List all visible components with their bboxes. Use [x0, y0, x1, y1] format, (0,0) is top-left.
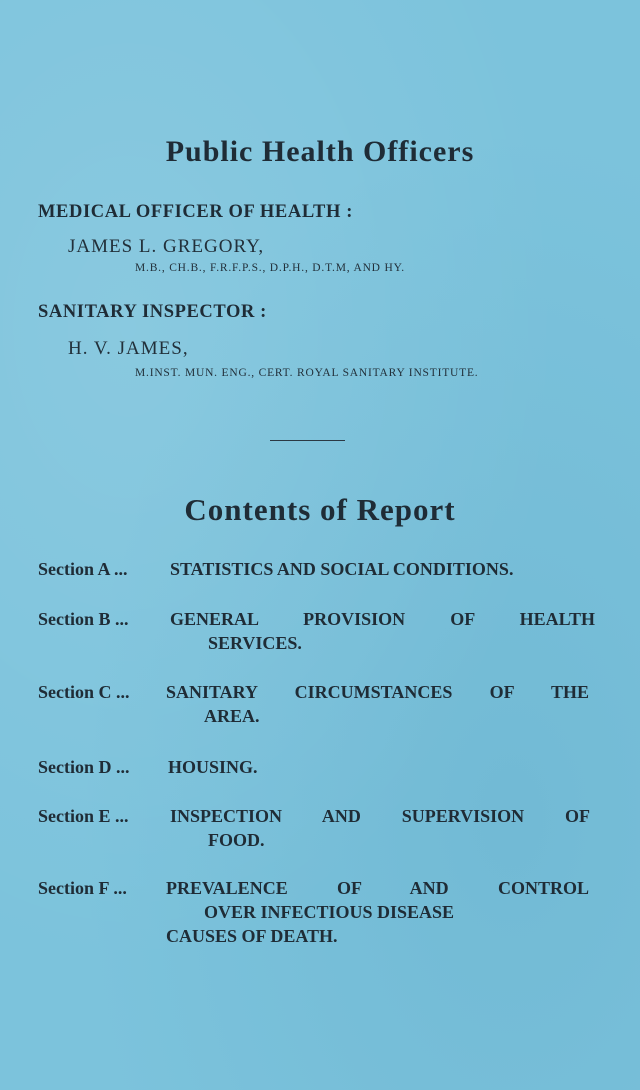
- inspector-name: H. V. JAMES,: [68, 338, 189, 359]
- section-text: SERVICES.: [208, 633, 302, 653]
- section-text: GENERAL PROVISION OF HEALTH: [170, 609, 595, 629]
- section-text: OVER INFECTIOUS DISEASE: [204, 902, 455, 922]
- section-text: HOUSING.: [168, 757, 258, 777]
- section-text: STATISTICS AND SOCIAL CONDITIONS.: [170, 559, 514, 579]
- section-label: Section D ...: [38, 757, 130, 777]
- section-label: Section C ...: [38, 682, 130, 702]
- inspector-heading: SANITARY INSPECTOR :: [38, 302, 267, 322]
- divider-rule: [270, 440, 345, 441]
- moh-qualifications: M.B., CH.B., F.R.F.P.S., D.P.H., D.T.M, AND HY.: [135, 262, 405, 274]
- section-label: Section A ...: [38, 559, 128, 579]
- section-label: Section E ...: [38, 806, 129, 826]
- section-label: Section B ...: [38, 609, 129, 629]
- moh-heading: MEDICAL OFFICER OF HEALTH :: [38, 202, 353, 222]
- section-text: INSPECTION AND SUPERVISION OF: [170, 806, 590, 826]
- officers-title: Public Health Officers: [165, 135, 475, 168]
- section-text: CAUSES OF DEATH.: [166, 926, 338, 946]
- moh-name: JAMES L. GREGORY,: [68, 236, 265, 257]
- section-text: PREVALENCE OF AND CONTROL: [166, 878, 589, 898]
- section-text: SANITARY CIRCUMSTANCES OF THE: [166, 682, 589, 702]
- section-text: FOOD.: [208, 830, 265, 850]
- inspector-qualifications: M.INST. MUN. ENG., CERT. ROYAL SANITARY INSTITUTE.: [135, 367, 479, 379]
- section-text: AREA.: [204, 706, 260, 726]
- contents-title: Contents of Report: [184, 492, 456, 527]
- section-label: Section F ...: [38, 878, 127, 898]
